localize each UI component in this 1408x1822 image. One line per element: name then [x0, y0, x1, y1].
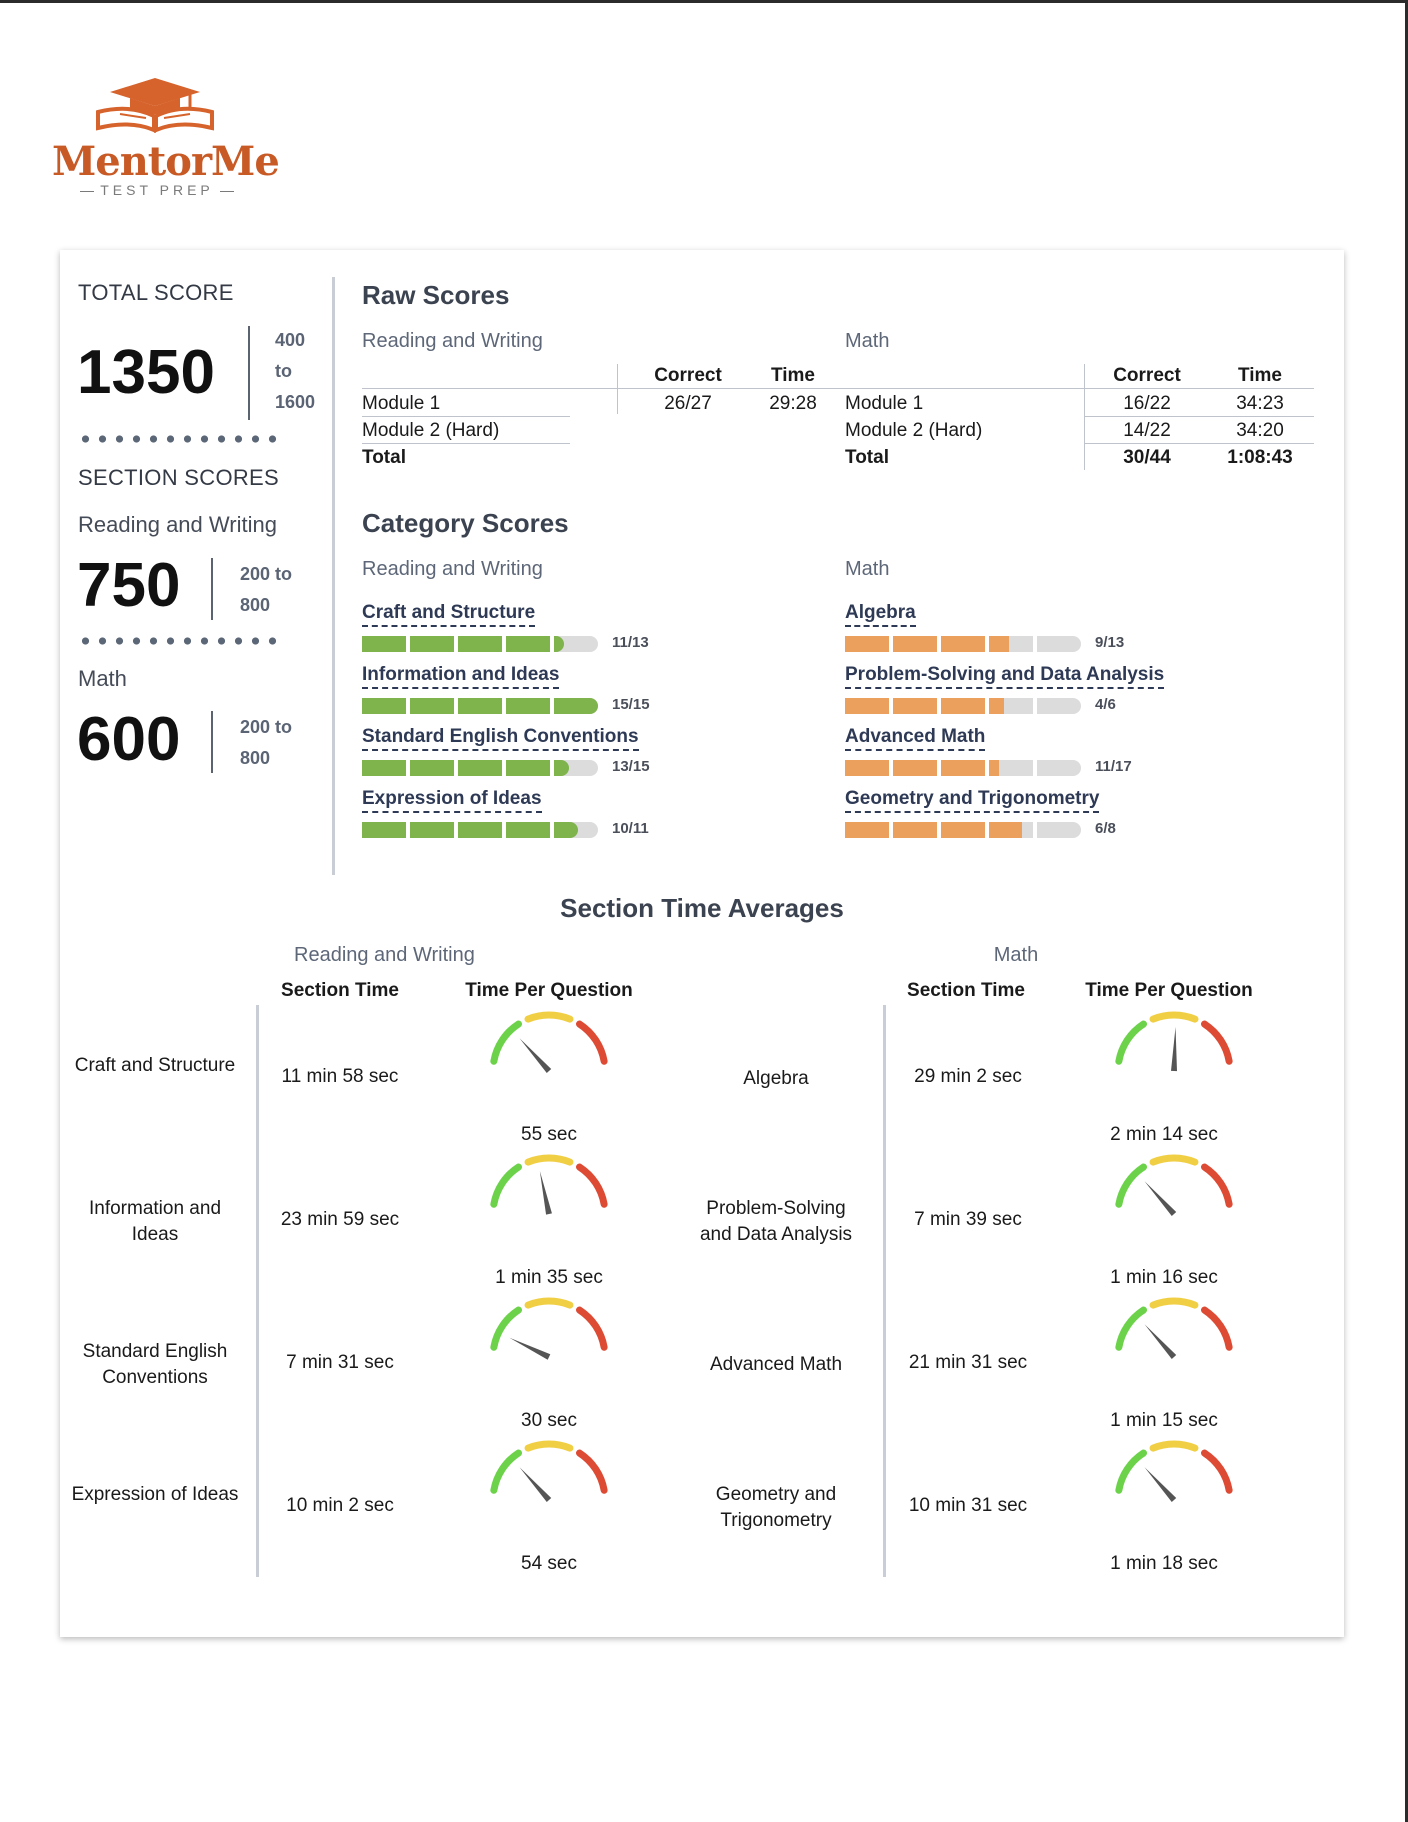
category-progress-bar	[362, 698, 598, 714]
brand-tagline: TEST PREP	[52, 182, 262, 198]
progress-segment	[458, 822, 502, 838]
progress-segment	[989, 760, 1033, 776]
time-row-section-time: 10 min 2 sec	[286, 1495, 394, 1516]
time-row-tpq: 54 sec	[521, 1553, 577, 1574]
time-row-category: Problem-Solving and Data Analysis	[699, 1198, 853, 1245]
progress-segment	[845, 698, 889, 714]
category-scores-title: Category Scores	[362, 508, 569, 538]
category-score: 9/13	[1095, 634, 1125, 651]
mentorme-logo	[52, 74, 279, 204]
progress-segment	[941, 698, 985, 714]
progress-segment	[458, 636, 502, 652]
category-name[interactable]: Expression of Ideas	[362, 788, 542, 813]
time-row-tpq: 30 sec	[521, 1410, 577, 1431]
time-rw-section-header: Section Time	[281, 980, 399, 1001]
total-score-range: 400 to 1600	[275, 330, 316, 412]
time-rw-divider	[256, 1005, 259, 1577]
category-name[interactable]: Algebra	[845, 602, 916, 627]
rw-score-divider	[211, 558, 213, 620]
time-row-tpq: 1 min 15 sec	[1110, 1410, 1218, 1431]
time-row-tpq: 55 sec	[521, 1124, 577, 1145]
raw-math-row-correct: 14/22	[1123, 420, 1171, 441]
raw-rw-total-label: Total	[362, 447, 406, 468]
progress-segment	[1037, 698, 1081, 714]
total-score-value: 1350	[77, 338, 215, 407]
speed-gauge-icon	[479, 1291, 619, 1371]
speed-gauge-icon	[1104, 1434, 1244, 1514]
progress-segment	[410, 760, 454, 776]
speed-gauge-icon	[1104, 1148, 1244, 1228]
category-name[interactable]: Craft and Structure	[362, 602, 535, 627]
rw-score-range: 200 to 800	[240, 564, 293, 615]
speed-gauge-icon	[479, 1148, 619, 1228]
progress-segment	[941, 822, 985, 838]
score-report-card	[60, 250, 1344, 1637]
progress-segment	[458, 760, 502, 776]
time-row-section-time: 21 min 31 sec	[908, 1352, 1028, 1373]
time-row-category: Craft and Structure	[74, 1055, 236, 1076]
progress-segment	[989, 822, 1033, 838]
left-column-divider	[332, 277, 335, 875]
raw-rw-label: Reading and Writing	[362, 330, 543, 352]
total-score-label: TOTAL SCORE	[78, 280, 234, 305]
raw-rw-row-name: Module 1	[362, 393, 441, 414]
time-math-divider	[883, 1005, 886, 1577]
dotted-divider	[77, 434, 281, 444]
progress-segment	[845, 822, 889, 838]
progress-segment	[1037, 822, 1081, 838]
category-score: 4/6	[1095, 696, 1116, 713]
progress-segment	[362, 822, 406, 838]
time-row-section-time: 7 min 31 sec	[286, 1352, 394, 1373]
category-progress-bar	[362, 822, 598, 838]
raw-math-correct-header: Correct	[1113, 365, 1181, 386]
progress-segment	[845, 760, 889, 776]
time-row-section-time: 10 min 31 sec	[908, 1495, 1028, 1516]
progress-segment	[410, 822, 454, 838]
math-section-score: 600	[77, 705, 181, 774]
category-score: 15/15	[612, 696, 650, 713]
progress-segment	[506, 822, 550, 838]
raw-rw-row-correct: 26/27	[664, 393, 712, 414]
progress-segment	[893, 760, 937, 776]
graduation-cap-book-icon	[90, 76, 220, 134]
progress-segment	[554, 636, 598, 652]
time-row-tpq: 1 min 35 sec	[495, 1267, 603, 1288]
progress-segment	[989, 636, 1033, 652]
raw-rw-correct-header: Correct	[654, 365, 722, 386]
time-row-section-time: 29 min 2 sec	[914, 1066, 1022, 1087]
math-score-range: 200 to 800	[240, 717, 293, 768]
time-row-category: Advanced Math	[709, 1354, 843, 1375]
category-name[interactable]: Geometry and Trigonometry	[845, 788, 1099, 813]
time-row-tpq: 1 min 16 sec	[1110, 1267, 1218, 1288]
dotted-divider	[77, 636, 281, 646]
time-math-tpq-header: Time Per Question	[1085, 980, 1253, 1001]
time-row-category: Expression of Ideas	[71, 1484, 239, 1505]
progress-segment	[410, 636, 454, 652]
category-progress-bar	[845, 636, 1081, 652]
time-row-section-time: 23 min 59 sec	[280, 1209, 400, 1230]
progress-segment	[1037, 636, 1081, 652]
category-score: 11/13	[612, 634, 649, 651]
speed-gauge-icon	[1104, 1005, 1244, 1085]
speed-gauge-icon	[479, 1005, 619, 1085]
raw-math-row-name: Module 2 (Hard)	[845, 420, 983, 441]
progress-segment	[554, 822, 598, 838]
category-name[interactable]: Problem-Solving and Data Analysis	[845, 664, 1164, 689]
math-section-name: Math	[78, 666, 127, 691]
raw-rw-row-name: Module 2 (Hard)	[362, 420, 500, 441]
category-progress-bar	[845, 822, 1081, 838]
speed-gauge-icon	[479, 1434, 619, 1514]
progress-segment	[506, 636, 550, 652]
category-math-label: Math	[845, 558, 890, 580]
time-row-category: Geometry and Trigonometry	[715, 1484, 837, 1531]
progress-segment	[410, 698, 454, 714]
brand-name: MentorMe	[52, 138, 279, 185]
time-row-section-time: 11 min 58 sec	[281, 1066, 399, 1087]
category-score: 6/8	[1095, 820, 1116, 837]
category-name[interactable]: Information and Ideas	[362, 664, 559, 689]
raw-math-row-time: 34:20	[1236, 420, 1284, 441]
category-score: 10/11	[612, 820, 649, 837]
category-progress-bar	[845, 698, 1081, 714]
progress-segment	[362, 698, 406, 714]
progress-segment	[941, 760, 985, 776]
time-math-label: Math	[993, 944, 1039, 966]
section-scores-label: SECTION SCORES	[78, 465, 280, 490]
time-row-category: Algebra	[743, 1068, 809, 1089]
raw-math-row-time: 34:23	[1236, 393, 1284, 414]
category-progress-bar	[362, 636, 598, 652]
time-row-category: Information and Ideas	[88, 1198, 222, 1245]
progress-segment	[893, 698, 937, 714]
category-rw-label: Reading and Writing	[362, 558, 543, 580]
category-progress-bar	[362, 760, 598, 776]
raw-math-row-correct: 16/22	[1123, 393, 1171, 414]
time-rw-tpq-header: Time Per Question	[465, 980, 633, 1001]
time-row-section-time: 7 min 39 sec	[914, 1209, 1022, 1230]
time-averages-title: Section Time Averages	[560, 893, 844, 923]
progress-segment	[554, 698, 598, 714]
category-name[interactable]: Standard English Conventions	[362, 726, 639, 751]
progress-segment	[362, 760, 406, 776]
progress-segment	[506, 760, 550, 776]
raw-math-row-name: Module 1	[845, 393, 924, 414]
rw-section-score: 750	[77, 551, 181, 620]
raw-rw-row-time: 29:28	[769, 393, 817, 414]
time-row-tpq: 2 min 14 sec	[1110, 1124, 1218, 1145]
raw-math-time-header: Time	[1237, 365, 1282, 386]
progress-segment	[989, 698, 1033, 714]
progress-segment	[893, 822, 937, 838]
raw-math-total-correct: 30/44	[1123, 447, 1171, 468]
time-math-section-header: Section Time	[907, 980, 1025, 1001]
raw-rw-time-header: Time	[770, 365, 815, 386]
rw-section-name: Reading and Writing	[78, 512, 277, 537]
progress-segment	[845, 636, 889, 652]
category-score: 11/17	[1095, 758, 1132, 775]
progress-segment	[458, 698, 502, 714]
time-row-tpq: 1 min 18 sec	[1110, 1553, 1218, 1574]
progress-segment	[893, 636, 937, 652]
progress-segment	[362, 636, 406, 652]
raw-scores-title: Raw Scores	[362, 280, 510, 310]
total-score-divider	[248, 326, 250, 420]
page-border-top	[0, 0, 1408, 3]
math-score-divider	[211, 711, 213, 773]
raw-math-total-time: 1:08:43	[1227, 447, 1293, 468]
category-score: 13/15	[612, 758, 650, 775]
progress-segment	[506, 698, 550, 714]
progress-segment	[554, 760, 598, 776]
progress-segment	[1037, 760, 1081, 776]
category-name[interactable]: Advanced Math	[845, 726, 985, 751]
time-row-category: Standard English Conventions	[82, 1341, 228, 1388]
time-rw-label: Reading and Writing	[294, 944, 475, 966]
raw-math-label: Math	[845, 330, 890, 352]
progress-segment	[941, 636, 985, 652]
raw-math-total-label: Total	[845, 447, 889, 468]
speed-gauge-icon	[1104, 1291, 1244, 1371]
category-progress-bar	[845, 760, 1081, 776]
